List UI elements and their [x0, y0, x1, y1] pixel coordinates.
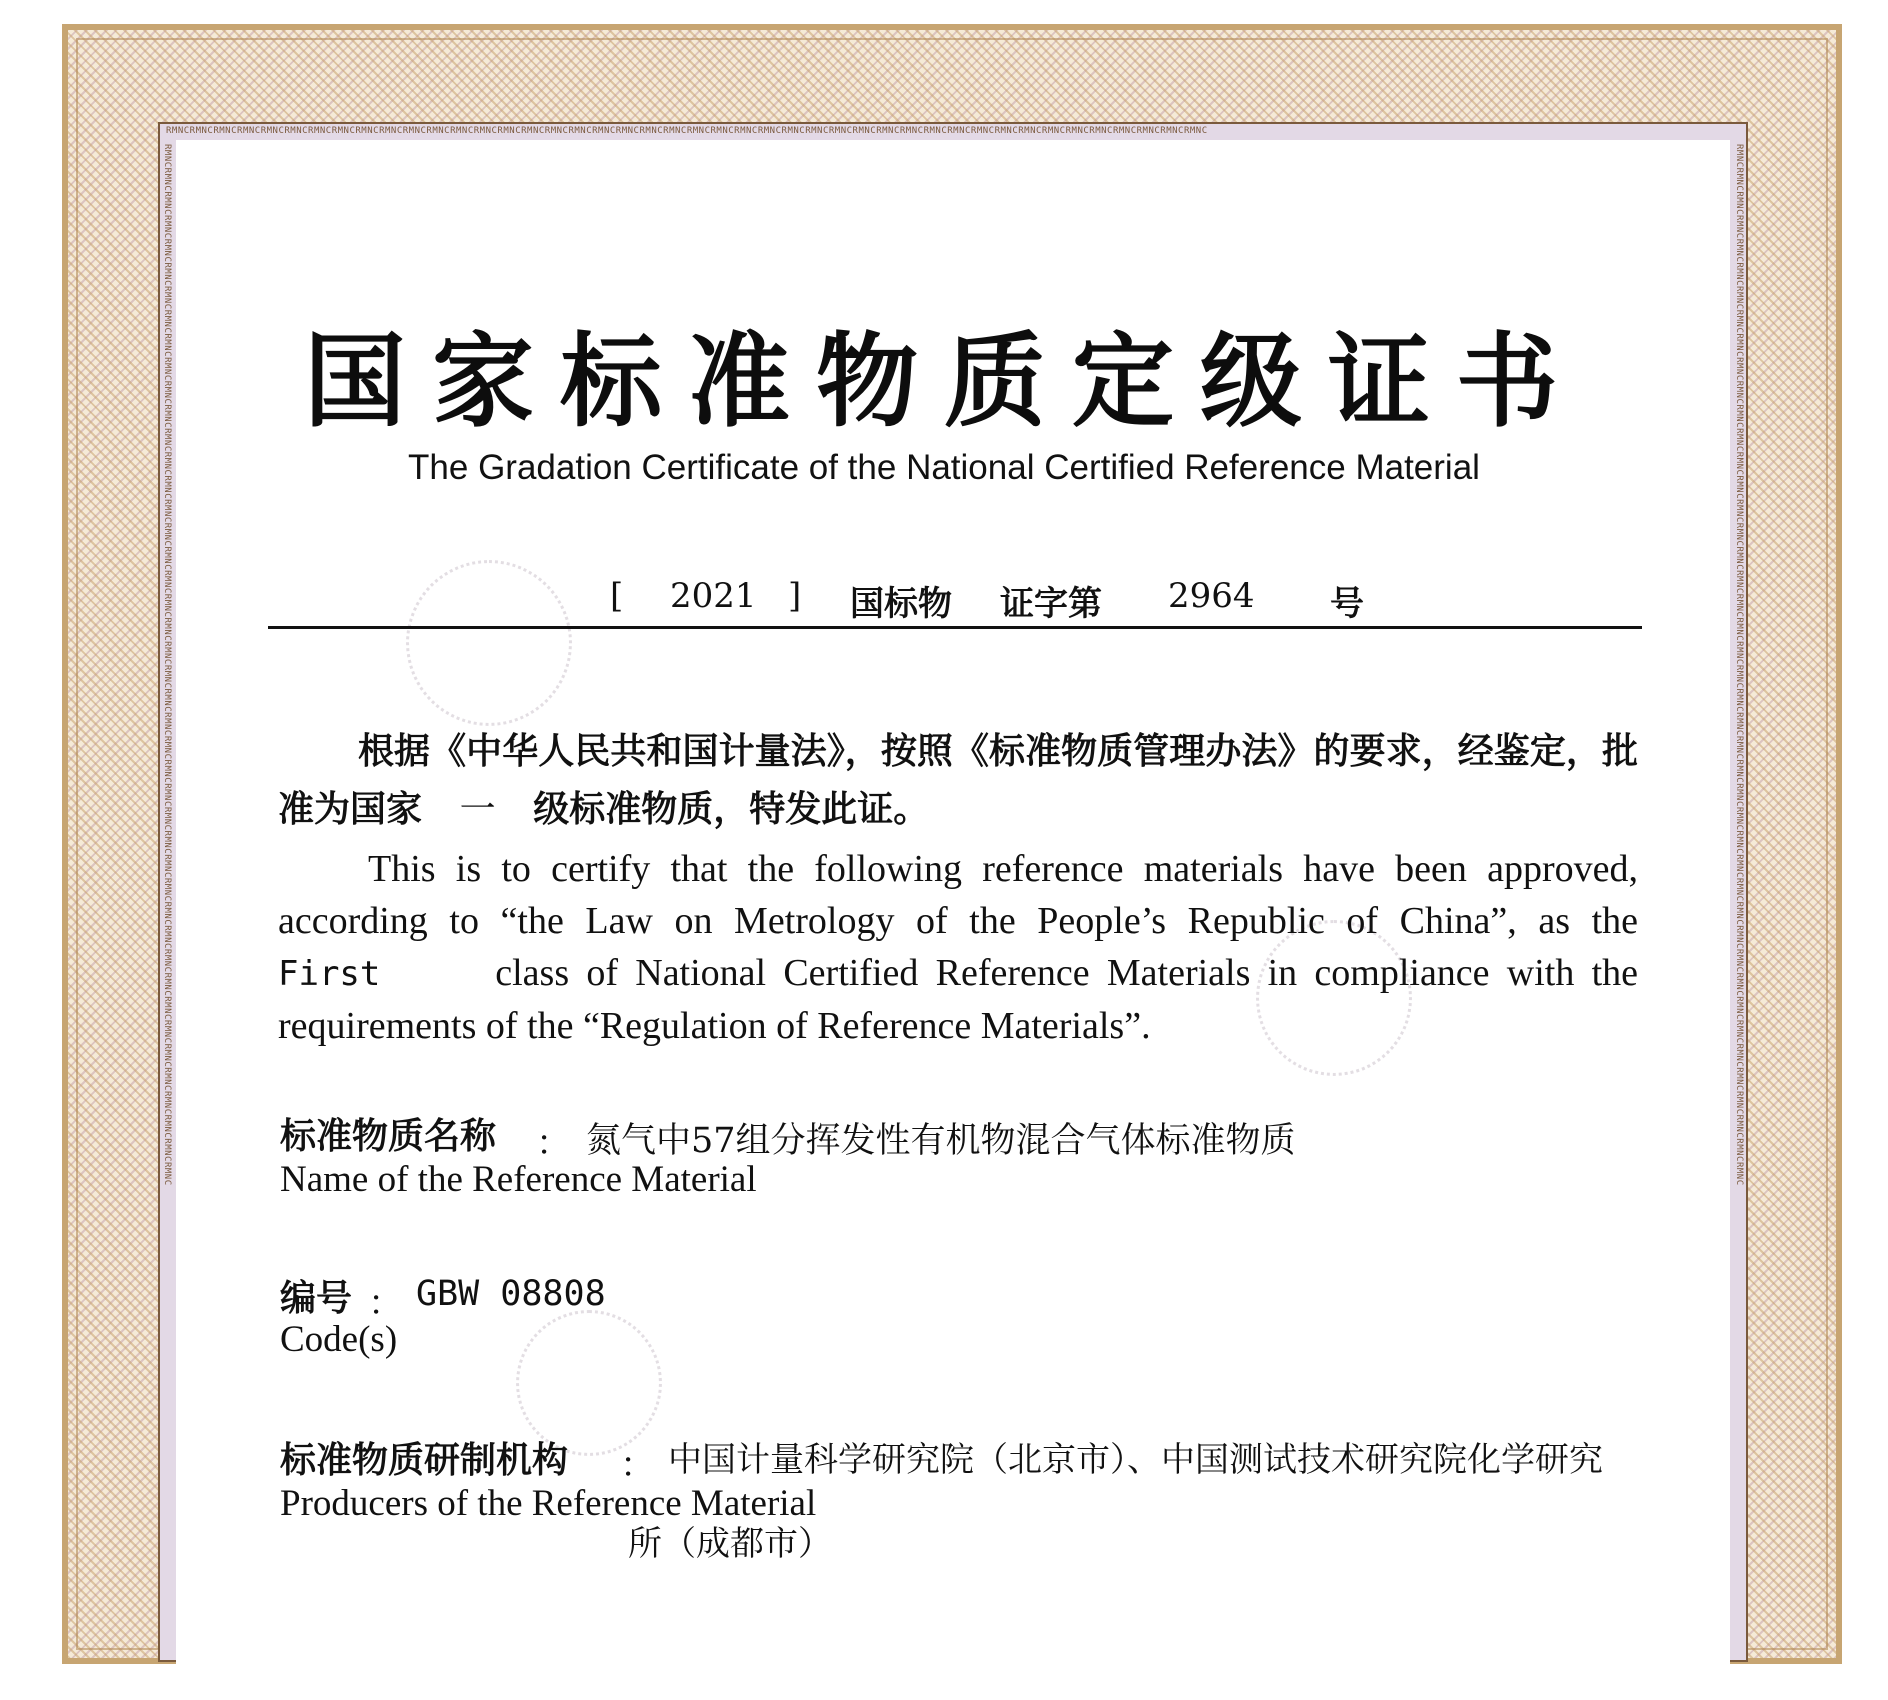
code-label-zh: 编号 — [280, 1277, 353, 1319]
producer-label-en: Producers of the Reference Material — [280, 1483, 817, 1524]
microtext-border-right: RMNCRMNCRMNCRMNCRMNCRMNCRMNCRMNCRMNCRMNCRMNCRMNCRMNCRMNCRMNCRMNCRMNCRMNCRMNCRMNCRMNCRMNCRMNCRMNCRMNCRMNCRMNCRMNCRMNCRMNCRMNCRMNCRMNCRMNCRMNCRMNCRMNCRMNCRMNCRMNCRMNCRMNCRMNCRMNC — [1734, 144, 1744, 1186]
name-label-en: Name of the Reference Material — [280, 1159, 757, 1200]
code-colon: ： — [368, 1284, 404, 1324]
statement-zh — [278, 722, 1638, 839]
producer-value-line1: 中国计量科学研究院（北京市）、中国测试技术研究院化学研究 — [668, 1440, 1603, 1480]
microtext-border-left: RMNCRMNCRMNCRMNCRMNCRMNCRMNCRMNCRMNCRMNCRMNCRMNCRMNCRMNCRMNCRMNCRMNCRMNCRMNCRMNCRMNCRMNCRMNCRMNCRMNCRMNCRMNCRMNCRMNCRMNCRMNCRMNCRMNCRMNCRMNCRMNCRMNCRMNCRMNCRMNCRMNCRMNCRMNCRMNC — [162, 144, 172, 1186]
code-value: GBW 08808 — [416, 1274, 606, 1314]
certificate-year: 2021 — [670, 576, 757, 616]
code-label-en: Code(s) — [280, 1319, 398, 1360]
grade-zh: 一 — [459, 789, 496, 830]
statement-zh-line2-start: 定，批准为国家 — [278, 730, 1638, 830]
bracket-close: ] — [788, 576, 802, 616]
page-subtitle: The Gradation Certificate of the National Certified Reference Material — [408, 448, 1480, 487]
producer-colon: ： — [620, 1446, 656, 1486]
statement-en-part2: class of National Certified Reference Materials in compliance with the requirements of the “Regulation of Reference Materials”. — [278, 952, 1639, 1047]
header-divider — [268, 626, 1642, 629]
name-value: 氮气中57组分挥发性有机物混合气体标准物质 — [586, 1121, 1296, 1161]
certificate-suffix: 号 — [1330, 584, 1364, 624]
name-label-zh: 标准物质名称 — [280, 1115, 497, 1157]
name-colon: ： — [536, 1124, 572, 1164]
statement-zh-line1: 根据《中华人民共和国计量法》，按照《标准物质管理办法》的要求，经鉴 — [358, 730, 1530, 772]
producer-label-zh: 标准物质研制机构 — [280, 1439, 569, 1481]
certificate-middle: 证字第 — [1000, 584, 1102, 624]
producer-value-line2: 所（成都市） — [628, 1524, 832, 1564]
grade-en: First — [278, 954, 381, 994]
certificate-number: 2964 — [1168, 576, 1255, 616]
certificate-prefix: 国标物 — [850, 584, 952, 624]
statement-en — [278, 843, 1638, 1052]
microtext-border-top: RMNCRMNCRMNCRMNCRMNCRMNCRMNCRMNCRMNCRMNCRMNCRMNCRMNCRMNCRMNCRMNCRMNCRMNCRMNCRMNCRMNCRMNCRMNCRMNCRMNCRMNCRMNCRMNCRMNCRMNCRMNCRMNCRMNCRMNCRMNCRMNCRMNCRMNCRMNCRMNCRMNCRMNCRMNCRMNC — [166, 126, 1208, 136]
bracket-open: [ — [610, 576, 624, 616]
statement-zh-line2-end: 级标准物质，特发此证。 — [533, 788, 930, 830]
page-title: 国家标准物质定级证书 — [304, 322, 1584, 442]
statement-en-part1: This is to certify that the following reference materials have been approved, according to “the Law on Metrology of the People’s Republic of China”, as the — [278, 848, 1638, 942]
certificate-number-line — [268, 570, 1642, 624]
